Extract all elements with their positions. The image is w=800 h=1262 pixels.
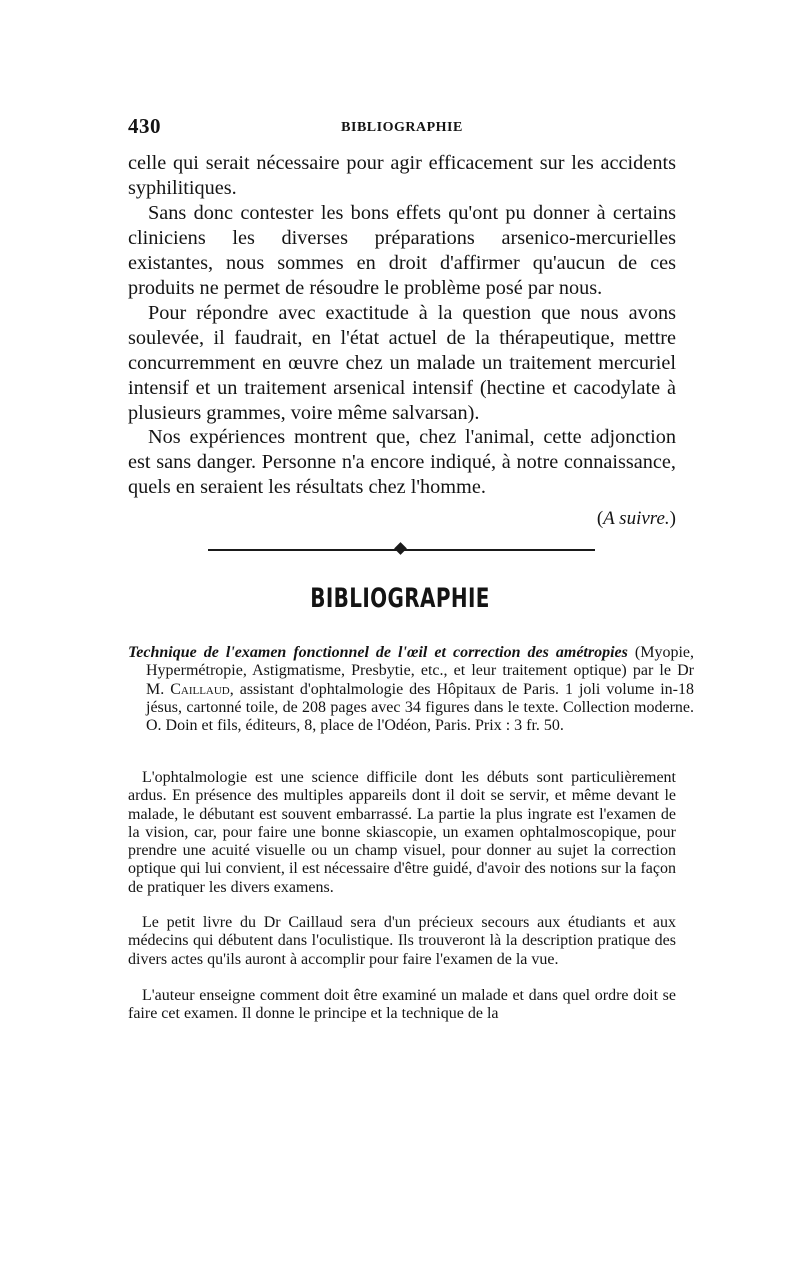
article-paragraph-4: Nos expériences montrent que, chez l'animal, cette adjonction est sans danger. Personne n'a encore indiqué, à notre connaissance, quels en seraient les résultats chez l'homme. <box>128 426 676 498</box>
running-title: BIBLIOGRAPHIE <box>341 120 463 135</box>
book-reference <box>128 644 694 735</box>
page-number: 430 <box>128 114 161 138</box>
book-title: Technique de l'examen fonctionnel de l'œil et correction des amétropies <box>128 644 628 661</box>
divider-diamond-ornament <box>394 542 407 555</box>
running-header <box>128 114 676 142</box>
to-be-continued: (A suivre.) <box>596 508 676 529</box>
article-paragraph-2: Sans donc contester les bons effets qu'ont pu donner à certains cliniciens les diverses préparations arsenico-mercurielles existantes, nous sommes en droit d'affirmer qu'aucun de ces produits ne permet de résoudre le problème posé par nous. <box>128 202 676 299</box>
section-title: BIBLIOGRAPHIE <box>310 583 490 614</box>
book-details-2: , assistant d'ophtalmologie des Hôpitaux de Paris. 1 joli volume in-18 jésus, cartonné toile, de 208 pages avec 34 figures dans le texte. Collection moderne. O. Doin et fils, éditeurs, 8, place de l'Odéon, Paris. Prix : 3 fr. 50. <box>146 680 695 735</box>
book-details-1: (Myopie, Hypermétropie, Astigmatisme, Presbytie, etc., et leur traitement optique) par le Dr M. <box>146 644 694 698</box>
review-paragraph-2: Le petit livre du Dr Caillaud sera d'un précieux secours aux étudiants et aux médecins qui débutent dans l'oculistique. Ils trouveront là la description pratique des divers actes qu'ils auront à accomplir pour faire l'examen de la vue. <box>128 914 676 968</box>
review-paragraph-3: L'auteur enseigne comment doit être examiné un malade et dans quel ordre doit se faire cet examen. Il donne le principe et la technique de la <box>128 987 676 1023</box>
review-paragraph-1: L'ophtalmologie est une science difficile dont les débuts sont particulièrement ardus. En présence des multiples appareils dont il doit se servir, et même devant le malade, le débutant est souvent embarrassé. La partie la plus ingrate est l'examen de la vision, car, pour faire une bonne skiascopie, un examen ophtalmoscopique, pour prendre une acuité visuelle ou un champ visuel, pour donner au sujet la correction optique qui lui convient, il est nécessaire d'être guidé, d'avoir des notions sur la façon de pratiquer les divers examens. <box>128 769 676 896</box>
article-paragraph-3: Pour répondre avec exactitude à la question que nous avons soulevée, il faudrait, en l'état actuel de la thérapeutique, mettre concurremment en œuvre chez un malade un traitement mercuriel intensif et un traitement arsenical intensif (hectine et cacodylate à plusieurs grammes, voire même salvarsan). <box>128 302 676 424</box>
book-author: Caillaud <box>170 680 230 698</box>
article-paragraph-1: celle qui serait nécessaire pour agir efficacement sur les accidents syphilitiques. <box>128 152 676 199</box>
